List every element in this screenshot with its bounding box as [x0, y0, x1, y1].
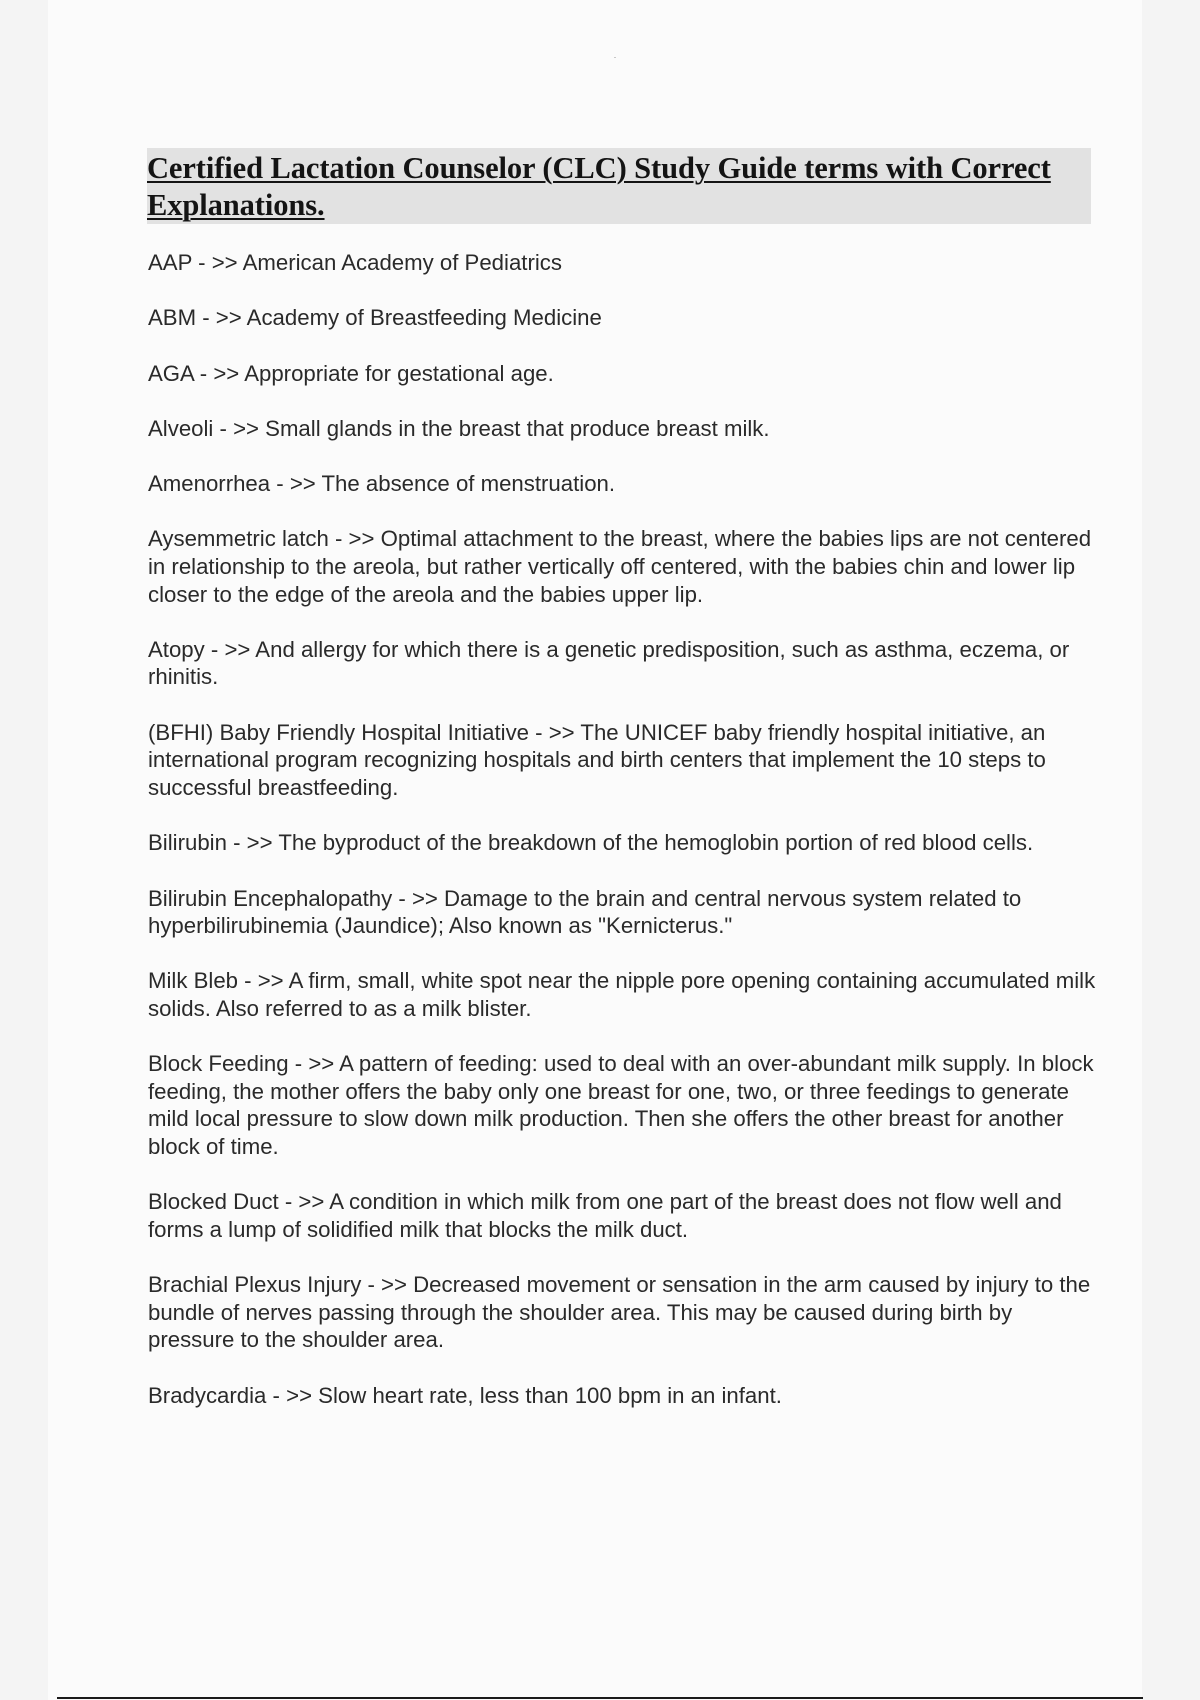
term-entry: AGA - >> Appropriate for gestational age. [148, 360, 554, 386]
term-entry: Atopy - >> And allergy for which there is a genetic predisposition, such as asthma, eczema, or rhinitis. [148, 636, 1070, 690]
term-entry: Blocked Duct - >> A condition in which milk from one part of the breast does not flow well and forms a lump of solidified milk that blocks the milk duct. [148, 1189, 1062, 1242]
term-entry: (BFHI) Baby Friendly Hospital Initiative - >> The UNICEF baby friendly hospital initiative, an international program recognizing hospitals and birth centers that implement the 10 steps to successful breastfeeding. [148, 719, 1046, 800]
term-entry: Milk Bleb - >> A firm, small, white spot near the nipple pore opening containing accumulated milk solids. Also referred to as a milk blister. [148, 968, 1096, 1021]
document-title: Certified Lactation Counselor (CLC) Study Guide terms with Correct Explanations. [147, 151, 1051, 222]
term-entry: ABM - >> Academy of Breastfeeding Medicine [148, 305, 602, 331]
term-entry: Brachial Plexus Injury - >> Decreased movement or sensation in the arm caused by injury to the bundle of nerves passing through the shoulder area. This may be caused during birth by pressure to the shoulder area. [148, 1272, 1091, 1353]
term-entry: AAP - >> American Academy of Pediatrics [148, 250, 562, 275]
page-bottom-rule [57, 1697, 1143, 1699]
term-entry: Alveoli - >> Small glands in the breast that produce breast milk. [148, 415, 770, 441]
term-entry: Bilirubin Encephalopathy - >> Damage to the brain and central nervous system related to hyperbilirubinemia (Jaundice); Also known as "Kernicterus." [148, 885, 1022, 939]
title-block [147, 148, 1091, 224]
term-entry: Block Feeding - >> A pattern of feeding: used to deal with an over-abundant milk supply. In block feeding, the mother offers the baby only one breast for one, two, or three feedings to generate mild local pressure to slow down milk production. Then she offers the other breast for another block of time. [148, 1051, 1094, 1160]
term-entry: Bradycardia - >> Slow heart rate, less than 100 bpm in an infant. [148, 1382, 782, 1408]
term-entry: Bilirubin - >> The byproduct of the breakdown of the hemoglobin portion of red blood cells. [148, 830, 1034, 856]
term-list [148, 249, 1098, 1437]
term-entry: Amenorrhea - >> The absence of menstruation. [148, 471, 616, 497]
term-entry: Aysemmetric latch - >> Optimal attachment to the breast, where the babies lips are not centered in relationship to the areola, but rather vertically off centered, with the babies chin and lower lip closer to the edge of the areola and the babies upper lip. [148, 526, 1092, 607]
scan-artifact [614, 57, 616, 58]
